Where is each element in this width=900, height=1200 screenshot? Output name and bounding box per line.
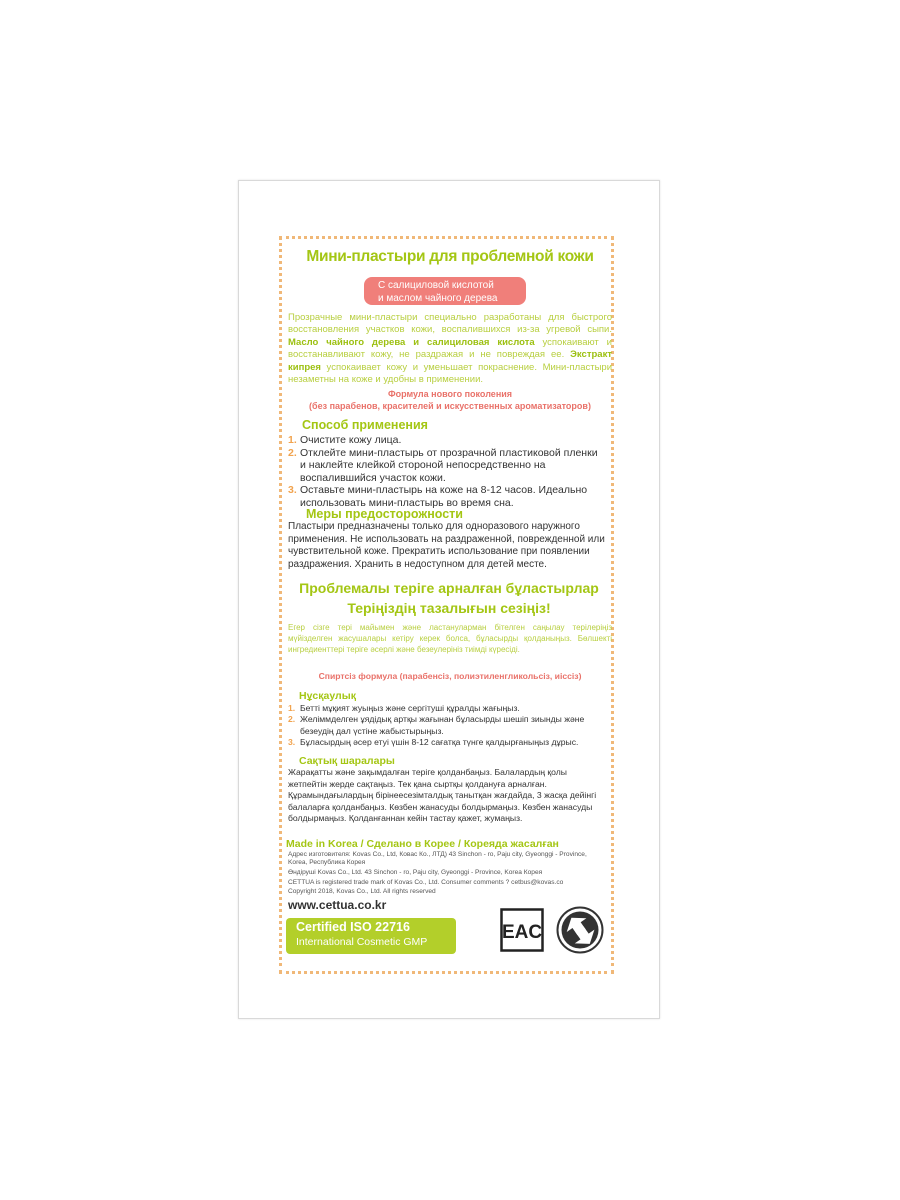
ru-intro-part2: успокаивают и восстанавливают кожу, не раздражая и не повреждая ее. [288, 336, 612, 361]
step-number: 3. [288, 737, 296, 748]
pill-line-2: и маслом чайного дерева [378, 293, 498, 304]
pill-line-1: С салициловой кислотой [378, 280, 494, 291]
ru-intro [288, 312, 612, 386]
cert-line-2: International Cosmetic GMP [296, 936, 428, 948]
kz-caution-text: Жарақатты жəне зақымдалған теріге қолданбаңыз. Балалардың қолы жетпейтін жерде сақтаңыз. Тек қана сыртқы қолдануға арналған. Құрамындағылардың бірінеесезімталдық танытқан жағдайда, 3 жасқа дейінгі балаларға қолданбаңыз. Көзбен жанасуды болдырмаңыз. Көзбен жанасуды болдырмаңыз. Қолданғаннан кейін тастау қажет, жумаңыз. [288, 767, 597, 824]
list-item [288, 714, 606, 737]
list-item [288, 737, 606, 748]
kz-caution-title: Сақтық шаралары [299, 755, 395, 767]
eac-mark-icon [500, 908, 544, 952]
trademark-note: CETTUA is registered trade mark of Kovas Co., Ltd. Consumer comments ? cetbus@kovas.co [288, 879, 564, 886]
kz-title-2: Теріңіздің тазалығын сезіңіз! [347, 600, 551, 616]
step-text: Бұласырдың əсер етуі үшін 8-12 сағатқа түнге қалдырғаныңыз дұрыс. [300, 737, 579, 748]
ru-ingredient-pill [364, 277, 526, 305]
kz-steps [288, 703, 606, 749]
website-link[interactable]: www.cettua.co.kr [288, 898, 387, 912]
step-number: 1. [288, 703, 296, 713]
step-number: 3. [288, 484, 297, 496]
list-item [288, 484, 606, 509]
ru-intro-bold1: Масло чайного дерева и салициловая кислота [288, 336, 535, 348]
ru-intro-part1: Прозрачные мини-пластыри специально разработаны для быстрого восстановления участков кожи, воспалившихся из-за угревой сыпи. [288, 312, 612, 336]
ru-formula [288, 389, 612, 412]
ru-usage-title: Способ применения [302, 418, 428, 432]
cert-line-1: Certified ISO 22716 [296, 920, 410, 934]
list-item [288, 703, 606, 714]
recycle-icon [556, 906, 604, 954]
ru-steps [288, 434, 606, 509]
kz-intro: Егер сізге тері майымен және ластануларман бітелген саңылау терілеріңіз мүйізделген жасушалары кетіру керек болса, бұласырды қолданыңыз. Бөлшекті ингредиенттері теріге əсерлі және безеулерініз тиімді күресіді. [288, 623, 612, 654]
step-number: 2. [288, 714, 296, 725]
step-text: Очистите кожу лица. [300, 434, 402, 446]
kz-title-1: Проблемалы теріге арналған бұластырлар [299, 580, 599, 596]
step-text: Бетті мұқият жуыңыз және сергітуші құралды жағыңыз. [300, 703, 520, 713]
ru-caution-title: Меры предосторожности [306, 507, 463, 521]
ru-caution-text: Пластыри предназначены только для одноразового наружного применения. Не использовать на раздраженной, поврежденной или чувствительной коже. Прекратить использование при появлении раздражения. Хранить в недоступном для детей месте. [288, 521, 605, 570]
ru-intro-part3: успокаивает кожу и уменьшает покраснение. Мини-пластыри незаметны на коже и удобны в применении. [288, 361, 612, 386]
ru-title: Мини-пластыри для проблемной кожи [306, 248, 594, 265]
copyright-note: Copyright 2018, Kovas Co., Ltd. All rights reserved [288, 888, 436, 895]
list-item [288, 434, 606, 447]
kz-formula: Спиртсіз формула (парабенсіз, полиэтиленгликольсіз, иіссіз) [318, 671, 582, 681]
step-text: Оставьте мини-пластырь на коже на 8-12 часов. Идеально использовать мини-пластырь во время сна. [300, 484, 588, 509]
ru-intro-bold2: Экстракт кипрея [288, 349, 612, 373]
ru-formula-1: Формула нового поколения [387, 389, 513, 399]
iso-certified-badge [286, 918, 456, 954]
step-text: Желіммделген ұядідық артқы жағынан бұласырды шешіп зиынды жəне безеудің дал үстіне жабыстырыңыз. [300, 714, 585, 736]
step-number: 1. [288, 434, 297, 446]
ru-formula-2: (без парабенов, красителей и искусственных ароматизаторов) [309, 400, 591, 411]
list-item [288, 447, 606, 485]
eac-mark-text: EAC [501, 922, 543, 943]
step-text: Отклейте мини-пластырь от прозрачной пластиковой пленки и наклейте клейкой стороной непосредственно на воспалившийся участок кожи. [300, 446, 598, 484]
manufacturer-address: Адрес изготовителя: Kovas Co., Ltd, Ковас Ко., ЛТД) 43 Sinchon - ro, Paju city, Gyeonggi - Province, Korea, Республика Корея [288, 851, 587, 867]
manufacturer-address-kz: Өндіруші Kovas Co., Ltd. 43 Sinchon - ro, Paju city, Gyeonggi - Province, Korea Корея [288, 869, 543, 876]
kz-usage-title: Нұсқаулық [299, 690, 356, 702]
made-in-line: Made in Korea / Сделано в Корее / Кореяда жасалған [286, 838, 559, 850]
step-number: 2. [288, 446, 297, 459]
